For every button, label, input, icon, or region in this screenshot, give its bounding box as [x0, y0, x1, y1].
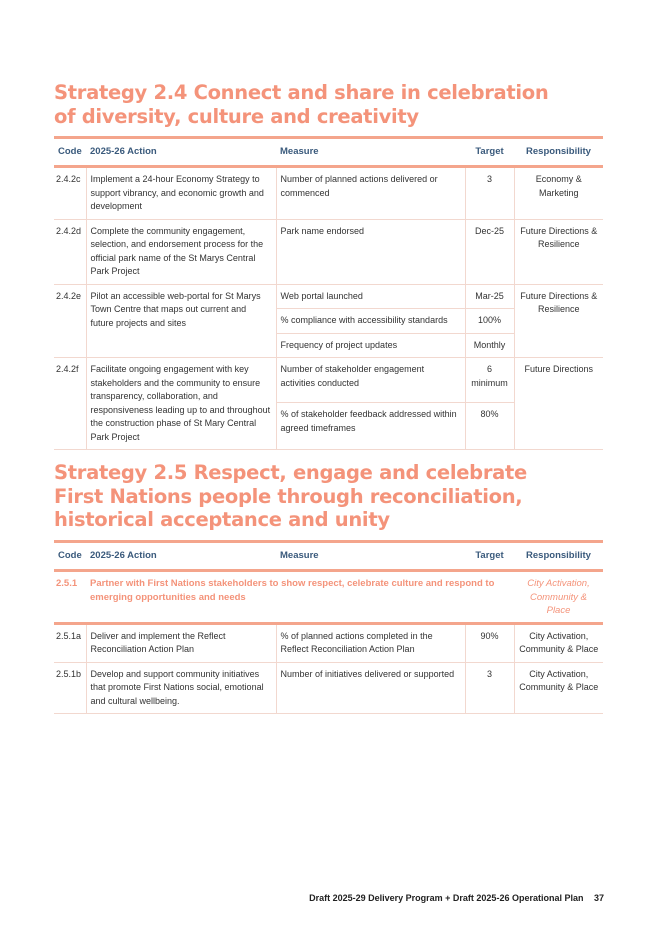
col-header-measure: Measure — [280, 550, 319, 562]
row-responsibility: Economy & Marketing — [535, 174, 582, 198]
heading-line: Strategy 2.4 Connect and share in celebration — [54, 81, 549, 104]
col-header-code: Code — [58, 146, 82, 158]
table-row — [54, 623, 603, 662]
row-target: Dec-25 — [465, 219, 514, 284]
col-header-target: Target — [475, 550, 504, 562]
col-header-responsibility: Responsibility — [526, 146, 591, 158]
row-target: Monthly — [465, 333, 514, 358]
table-header-row — [54, 138, 603, 167]
row-code: 2.5.1a — [54, 623, 86, 662]
row-code: 2.4.2d — [54, 219, 86, 284]
col-header-code: Code — [58, 550, 82, 562]
group-description: Partner with First Nations stakeholders to show respect, celebrate culture and respond to emerging opportunities and needs — [90, 578, 495, 603]
row-target: Mar-25 — [465, 284, 514, 309]
strategy-2-4-heading — [54, 81, 574, 128]
table-header-row — [54, 542, 603, 571]
page-number: 37 — [593, 893, 604, 903]
col-header-measure: Measure — [280, 146, 319, 158]
row-action: Complete the community engagement, selection, and endorsement process for the official park name of the St Marys Central Park Project — [86, 219, 276, 284]
row-target: 80% — [465, 403, 514, 450]
row-target: 100% — [465, 309, 514, 334]
group-row-2-5-1 — [54, 571, 603, 624]
row-action: Deliver and implement the Reflect Reconciliation Action Plan — [86, 623, 276, 662]
row-measure: Number of initiatives delivered or supported — [276, 662, 465, 714]
heading-line: of diversity, culture and creativity — [54, 104, 419, 128]
col-header-target: Target — [475, 146, 504, 158]
row-code: 2.4.2e — [54, 284, 86, 358]
row-measure: Number of planned actions delivered or commenced — [276, 167, 465, 220]
row-measure: Park name endorsed — [276, 219, 465, 284]
heading-line: First Nations people through reconciliation, — [54, 484, 523, 508]
heading-line: Strategy 2.5 Respect, engage and celebrate — [54, 461, 527, 484]
row-action: Implement a 24-hour Economy Strategy to support vibrancy, and economic growth and development — [86, 167, 276, 220]
col-header-action: 2025-26 Action — [90, 550, 157, 562]
row-responsibility: Future Directions — [514, 358, 603, 450]
strategy-2-5-table — [54, 540, 603, 714]
row-measure: % of stakeholder feedback addressed within agreed timeframes — [276, 403, 465, 450]
row-code: 2.5.1b — [54, 662, 86, 714]
col-header-action: 2025-26 Action — [90, 146, 157, 158]
row-code: 2.4.2c — [54, 167, 86, 220]
table-row — [54, 662, 603, 714]
row-measure: Frequency of project updates — [276, 333, 465, 358]
row-target: 3 — [465, 167, 514, 220]
table-row — [54, 219, 603, 284]
footer-title: Draft 2025-29 Delivery Program + Draft 2025-26 Operational Plan — [309, 893, 584, 903]
row-measure: Web portal launched — [276, 284, 465, 309]
page-footer — [309, 893, 604, 903]
row-action: Develop and support community initiatives that promote First Nations social, emotional and cultural wellbeing. — [86, 662, 276, 714]
table-row — [54, 284, 603, 309]
strategy-2-4-table — [54, 136, 603, 450]
row-target: 90% — [465, 623, 514, 662]
group-responsibility: City Activation, Community & Place — [527, 578, 590, 616]
row-responsibility: Future Directions & Resilience — [520, 225, 598, 249]
row-responsibility: City Activation, Community & Place — [519, 630, 599, 654]
row-code: 2.4.2f — [54, 358, 86, 450]
row-measure: % of planned actions completed in the Reflect Reconciliation Action Plan — [276, 623, 465, 662]
table-row — [54, 167, 603, 220]
row-action: Pilot an accessible web-portal for St Marys Town Centre that maps out current and future projects and sites — [86, 284, 276, 358]
table-row — [54, 358, 603, 403]
row-responsibility: City Activation, Community & Place — [519, 668, 599, 692]
heading-line: historical acceptance and unity — [54, 508, 390, 531]
col-header-responsibility: Responsibility — [526, 550, 591, 562]
row-measure: % compliance with accessibility standards — [276, 309, 465, 334]
row-responsibility: Future Directions & Resilience — [514, 284, 603, 358]
row-target: 3 — [465, 662, 514, 714]
strategy-2-5-heading — [54, 461, 574, 532]
group-code: 2.5.1 — [56, 578, 78, 589]
row-action: Facilitate ongoing engagement with key stakeholders and the community to ensure transparency, collaboration, and responsiveness leading up to and throughout the construction phase of St Mary Central Park Project — [86, 358, 276, 450]
row-target: 6 minimum — [465, 358, 514, 403]
row-measure: Number of stakeholder engagement activities conducted — [276, 358, 465, 403]
